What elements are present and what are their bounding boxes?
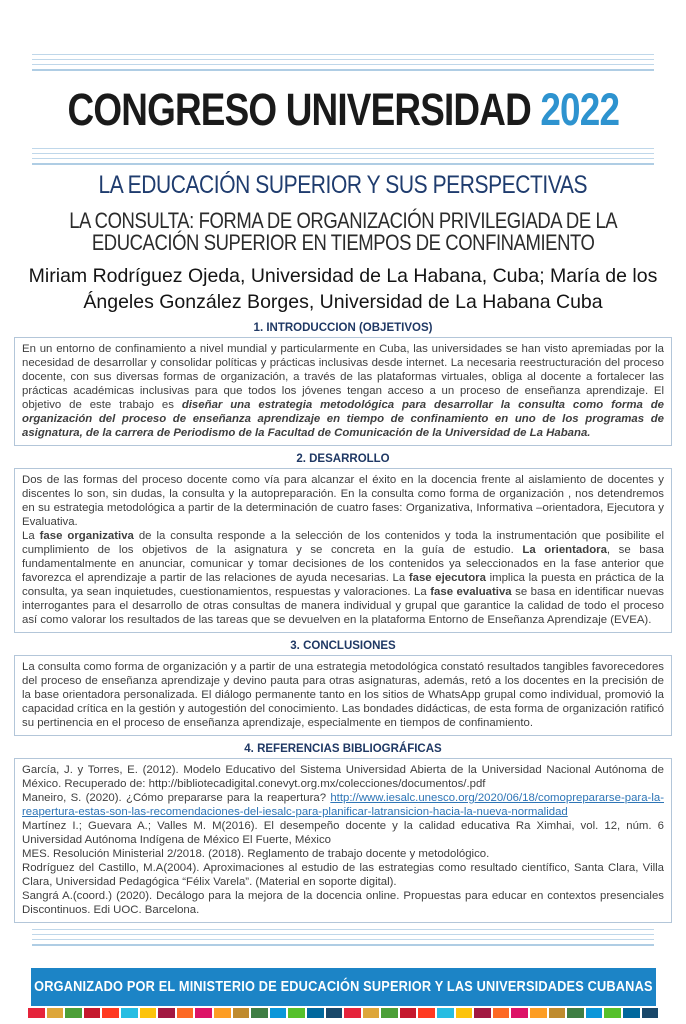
text-run: MES. Resolución Ministerial 2/2018. (2018). Reglamento de trabajo docente y metodológico. <box>22 848 490 860</box>
sdg-color-square <box>586 1008 603 1018</box>
sdg-color-square <box>326 1008 343 1018</box>
sdg-color-square <box>549 1008 566 1018</box>
sdg-color-square <box>418 1008 435 1018</box>
text-run: implica la puesta en práctica de la consulta, ya sean inquietudes, cuestionamientos, respuestas y valoraciones. La <box>22 572 664 598</box>
congress-title-row <box>0 84 686 136</box>
sdg-color-square <box>474 1008 491 1018</box>
section-heading-referencias: 4. REFERENCIAS BIBLIOGRÁFICAS <box>244 743 442 755</box>
paragraph <box>22 342 664 440</box>
decorative-line <box>32 69 654 71</box>
congress-title <box>67 84 619 136</box>
sdg-color-square <box>102 1008 119 1018</box>
sdg-color-square <box>530 1008 547 1018</box>
text-run: Maneiro, S. (2020). ¿Cómo prepararse para la reapertura? <box>22 792 331 804</box>
text-run: diseñar una estrategia metodológica para desarrollar la consulta como forma de organización del proceso de enseñanza aprendizaje en tiempo de confinamiento en uno de los programas de asignatura, de la carrera de Periodismo de la Facultad de Comunicación de la Universidad de La Habana. <box>22 399 664 439</box>
text-run: Dos de las formas del proceso docente como vía para alcanzar el éxito en la docencia frente al aislamiento de docentes y discentes lo son, sin dudas, la consulta y la autopreparación. En la consulta como forma de organización , nos detendremos en su estrategia metodológica a partir de la determinación de cuatro fases: Organizativa, Informativa –orientadora, Ejecutora y Evaluativa. <box>22 474 664 528</box>
sdg-color-square <box>65 1008 82 1018</box>
reference-link[interactable]: http://www.iesalc.unesco.org/2020/06/18/comoprepararse-para-la-reapertura-estas-son-las-recomendaciones-del-iesalc-para-planificar-latransicion-hacia-la-nueva-normalidad <box>22 792 664 818</box>
sdg-color-square <box>456 1008 473 1018</box>
text-run: se basa en identificar nuevas interrogantes para el desarrollo de otras consultas de manera individual y grupal que garantice la calidad de todo el proceso así como valorar los resultados de las tareas que se devuelven en la plataforma Entorno de Enseñanza Aprendizaje (EVEA). <box>22 586 664 626</box>
sdg-color-square <box>251 1008 268 1018</box>
sdg-color-square <box>214 1008 231 1018</box>
sdg-color-square <box>437 1008 454 1018</box>
text-run: García, J. y Torres, E. (2012). Modelo Educativo del Sistema Universidad Abierta de la Universidad Nacional Autónoma de México. Recuperado de: http://bibliotecadigital.conevyt.org.mx/colecciones/documentos/.pdf <box>22 764 664 790</box>
text-run: fase organizativa <box>39 530 134 542</box>
sdg-color-square <box>140 1008 157 1018</box>
text-run: , se basa fundamentalmente en anunciar, comunicar y tomar decisiones de los contenidos ya seleccionados en la fase anterior que favorezca el aprendizaje a partir de las relaciones de ayuda necesarias. La <box>22 544 664 584</box>
paragraph <box>22 819 664 847</box>
text-run: En un entorno de confinamiento a nivel mundial y particularmente en Cuba, las universidades se han visto apremiadas por la necesidad de desarrollar y consolidar políticas y prácticas inclusivas desde internet. La necesaria reestructuración del proceso docente, con sus diversas formas de organización, a través de las plataformas virtuales, obliga al docente a fortalecer las prácticas académicas inclusivas para que todos los jóvenes tengan acceso a un proceso de enseñanza aprendizaje. El objetivo de este trabajo es <box>22 343 664 411</box>
text-run: La <box>22 530 40 542</box>
paragraph <box>22 473 664 529</box>
text-run: fase ejecutora <box>408 572 486 584</box>
paragraph <box>22 889 664 917</box>
sdg-color-square <box>400 1008 417 1018</box>
sdg-color-square <box>363 1008 380 1018</box>
decorative-line <box>32 54 654 55</box>
sdg-color-square <box>288 1008 305 1018</box>
sdg-color-square <box>270 1008 287 1018</box>
sdg-color-square <box>567 1008 584 1018</box>
organizer-banner <box>31 968 656 1006</box>
decorative-line <box>32 153 654 154</box>
desarrollo-text-box <box>14 468 672 633</box>
sdg-color-square <box>344 1008 361 1018</box>
sdg-color-square <box>121 1008 138 1018</box>
sdg-color-square <box>28 1008 45 1018</box>
text-run: Rodríguez del Castillo, M.A(2004). Aproximaciones al estudio de las estrategias como resultado científico, Santa Clara, Villa Clara, Universidad Pedagógica “Félix Varela”. (Material en soporte digital). <box>22 862 664 888</box>
congress-title-year: 2022 <box>539 84 619 135</box>
paragraph <box>22 763 664 791</box>
paragraph <box>22 861 664 889</box>
sdg-color-square <box>493 1008 510 1018</box>
text-run: fase evaluativa <box>430 586 512 598</box>
decorative-line <box>32 929 654 930</box>
decorative-lines-top <box>32 54 654 71</box>
decorative-line <box>32 944 654 946</box>
decorative-line <box>32 939 654 940</box>
congress-subtitle: LA EDUCACIÓN SUPERIOR Y SUS PERSPECTIVAS <box>98 171 588 199</box>
sdg-color-square <box>381 1008 398 1018</box>
sdg-color-square <box>604 1008 621 1018</box>
decorative-lines-bottom <box>32 929 654 946</box>
paragraph <box>22 847 664 861</box>
congress-subtitle-row <box>0 171 686 200</box>
sdg-color-square <box>307 1008 324 1018</box>
sdg-color-square <box>47 1008 64 1018</box>
conclusiones-text-box <box>14 655 672 736</box>
sdg-color-square <box>195 1008 212 1018</box>
poster-title-line: EDUCACIÓN SUPERIOR EN TIEMPOS DE CONFINAMIENTO <box>91 230 595 255</box>
authors-line: Miriam Rodríguez Ojeda, Universidad de La Habana, Cuba; María de los Ángeles González Borges, Universidad de La Habana Cuba <box>28 265 658 313</box>
sdg-color-square <box>623 1008 640 1018</box>
decorative-line <box>32 148 654 149</box>
text-run: Martínez I.; Guevara A.; Valles M. M(2016). El desempeño docente y la calidad educativa Ra Ximhai, vol. 12, núm. 6 Universidad Autónoma Indígena de México El Fuerte, México <box>22 820 664 846</box>
poster-title-line: LA CONSULTA: FORMA DE ORGANIZACIÓN PRIVILEGIADA DE LA <box>68 208 618 233</box>
sdg-color-square <box>511 1008 528 1018</box>
poster-title <box>0 210 686 254</box>
referencias-text-box <box>14 758 672 923</box>
text-run: La orientadora <box>522 544 607 556</box>
section-heading-desarrollo: 2. DESARROLLO <box>296 453 390 465</box>
congress-title-main: CONGRESO UNIVERSIDAD <box>67 84 540 135</box>
introduccion-text-box <box>14 337 672 446</box>
paragraph <box>22 660 664 730</box>
decorative-line <box>32 64 654 65</box>
text-run: La consulta como forma de organización y a partir de una estrategia metodológica constató resultados tangibles favorecedores del proceso de enseñanza aprendizaje y devino pauta para otras asignaturas, además, retó a los docentes en la precisión de la base orientadora personalizada. El diálogo permanente tanto en los sitios de WhatsApp grupal como individual, promovió la capacidad crítica en la gestión y autogestión del conocimiento. Las bondades didácticas, de esta forma de organización ratificó su pertinencia en el proceso de enseñanza aprendizaje, especialmente en tiempos de confinamiento. <box>22 661 664 729</box>
sdg-color-square <box>177 1008 194 1018</box>
organizer-banner-text: ORGANIZADO POR EL MINISTERIO DE EDUCACIÓN SUPERIOR Y LAS UNIVERSIDADES CUBANAS <box>34 979 653 995</box>
decorative-line <box>32 59 654 60</box>
sdg-color-square <box>642 1008 659 1018</box>
paragraph <box>22 791 664 819</box>
sdg-color-square <box>233 1008 250 1018</box>
sdg-color-square <box>158 1008 175 1018</box>
decorative-line <box>32 163 654 165</box>
section-heading-conclusiones: 3. CONCLUSIONES <box>290 640 396 652</box>
sdg-color-strip <box>28 1008 658 1018</box>
decorative-lines-middle <box>32 148 654 165</box>
sdg-color-square <box>84 1008 101 1018</box>
paragraph <box>22 529 664 627</box>
section-heading-introduccion: 1. INTRODUCCION (OBJETIVOS) <box>253 322 433 334</box>
text-run: Sangrá A.(coord.) (2020). Decálogo para la mejora de la docencia online. Propuestas para educar en contextos presenciales Discontinuos. Edi UOC. Barcelona. <box>22 890 664 916</box>
decorative-line <box>32 158 654 159</box>
decorative-line <box>32 934 654 935</box>
text-run: de la consulta responde a la selección de los contenidos y toda la instrumentación que posibilite el cumplimiento de los objetivos de la asignatura y se concreta en la guía de estudio. <box>22 530 664 556</box>
